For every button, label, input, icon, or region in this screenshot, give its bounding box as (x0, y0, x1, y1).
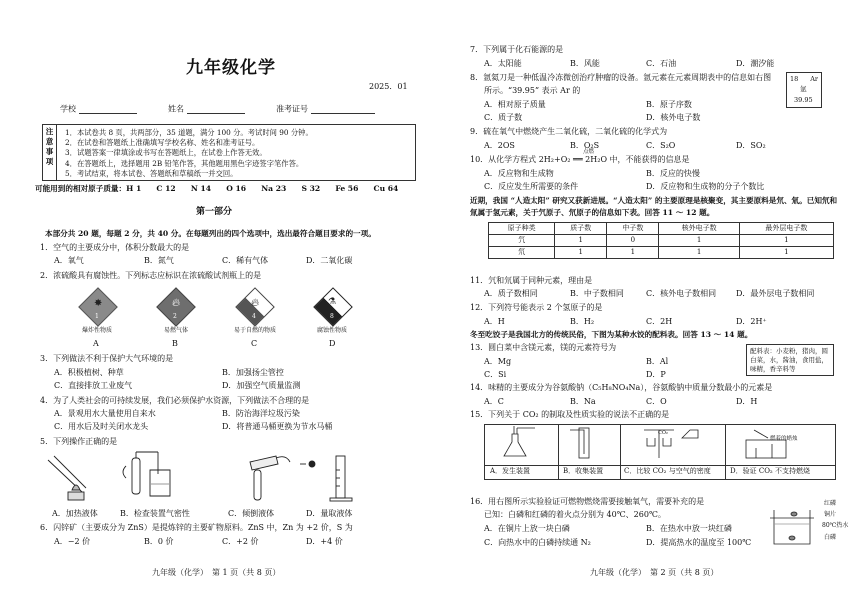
q14-option-d: D．H (736, 397, 758, 406)
q3-stem: 3．下列做法不利于保护大气环境的是 (40, 354, 174, 363)
q1-option-d: D．二氧化碳 (306, 256, 353, 265)
sign-label-d: 腐蚀性物质 (316, 327, 347, 334)
table-row (489, 247, 834, 259)
flame-icon: 🔥︎ (251, 296, 260, 309)
q15-stem: 15．下列关于 CO₂ 的制取及性质实验的说法不正确的是 (470, 410, 670, 419)
name-blank (187, 104, 245, 114)
sign-label-c: 易于自燃的物质 (233, 327, 276, 334)
intro-13-14: 冬至吃饺子是我国北方的传统民俗，下图为某种水饺的配料表。回答 13 ～ 14 题。 (470, 330, 753, 339)
q16-stem: 16．用右图所示实验验证可燃物燃烧需要接触氧气，需要补充的是 (470, 497, 705, 506)
q14-option-a: A．C (484, 397, 504, 406)
q14-option-b: B．Na (570, 397, 596, 406)
q13-stem: 13．圆白菜中含镁元素，镁的元素符号为 (470, 343, 617, 352)
right-page (440, 0, 860, 604)
q14-option-c: C．O (646, 397, 667, 406)
table-cell: 氕 (489, 235, 555, 247)
table-cell: 0 (607, 235, 659, 247)
q10-option-d: D．反应物和生成物的分子个数比 (646, 182, 765, 191)
q15-option-c: C．比较 CO₂ 与空气的密度 (624, 467, 711, 475)
q6-option-c: C．+2 价 (222, 537, 259, 546)
q5-stem: 5．下列操作正确的是 (40, 437, 118, 446)
q16-known: 已知：白磷和红磷的着火点分别为 40℃、260℃。 (484, 510, 666, 519)
q3-option-a: A．积极植树、种草 (54, 368, 124, 377)
part1-title: 第一部分 (196, 207, 233, 217)
q9-stem: 9．硫在氧气中燃烧产生二氧化硫，二氧化硫的化学式为 (470, 127, 668, 136)
table-cell: 1 (739, 247, 833, 259)
table-cell: 1 (659, 235, 739, 247)
exam-no-label: 准考证号 (276, 104, 308, 114)
table-cell: 1 (659, 247, 739, 259)
q2-stem: 2．浓硫酸具有腐蚀性。下列标志应标识在浓硫酸试剂瓶上的是 (40, 271, 262, 280)
q15-label-candle: 燃着的蜡烛 (770, 436, 798, 442)
notice-item: 1．本试卷共 8 页，共两部分，35 道题，满分 100 分。考试时间 90 分钟。 (65, 128, 313, 137)
table-cell: 1 (739, 235, 833, 247)
q10-stem: 10．从化学方程式 2H₂+O₂ ══ 2H₂O 中，不能获得的信息是 (470, 155, 690, 164)
page-footer-right: 九年级（化学） 第 2 页（共 8 页） (590, 568, 719, 577)
q16-beaker-illustration (770, 500, 820, 548)
q6-stem: 6．闪锌矿（主要成分为 ZnS）是提炼锌的主要矿物原料。ZnS 中，Zn 为 +2 价，S 为 (40, 523, 353, 532)
q5-option-b: B．检查装置气密性 (120, 509, 190, 518)
q5-option-a: A．加热液体 (52, 509, 98, 518)
notice-item: 5．考试结束，将本试卷、答题纸和草稿纸一并交回。 (65, 168, 238, 178)
q13-option-d: D．P (646, 370, 666, 379)
exam-date: 2025．01 (369, 82, 408, 91)
sign-label-b: 易燃气体 (163, 327, 188, 334)
q6-option-a: A．−2 价 (54, 537, 91, 546)
notice-item: 4．在答题纸上，选择题用 2B 铅笔作答，其他题用黑色字迹签字笔作答。 (65, 158, 304, 168)
q16-label-hot-water: 80℃热水 (822, 522, 849, 529)
sign-label-a: 爆炸性物质 (81, 327, 112, 334)
q15-option-d: D．验证 CO₂ 不支持燃烧 (730, 467, 810, 475)
q10-option-c: C．反应发生所需要的条件 (484, 182, 579, 191)
notice-items (65, 128, 411, 179)
q4-option-a: A．景观用水大量使用自来水 (54, 409, 156, 418)
notice-item: 3．试题答案一律填涂或书写在答题纸上，在试卷上作答无效。 (65, 148, 267, 158)
table-cell: 1 (555, 247, 607, 259)
q4-option-d: D．将普通马桶更换为节水马桶 (222, 422, 333, 431)
q10-option-a: A．反应物和生成物 (484, 169, 554, 178)
q10-condition: 点燃 (583, 149, 595, 155)
exam-no-blank (311, 104, 375, 114)
q8-option-c: C．质子数 (484, 113, 523, 122)
q8-option-b: B．原子序数 (646, 100, 692, 109)
q16-option-a: A．在铜片上放一块白磷 (484, 524, 570, 533)
school-label: 学校 (60, 104, 76, 114)
q9-option-c: C．S₂O (646, 141, 676, 150)
q8-stem-line2: 所示。“39.95” 表示 Ar 的 (484, 86, 581, 95)
pouring-liquid-figure (250, 456, 290, 500)
q16-label-copper: 铜片 (824, 511, 837, 518)
measuring-liquid-figure (300, 456, 352, 501)
intro-11-12: 近期，我国 “人造太阳” 研究又获新进展。“人造太阳” 的主要原理是核聚变，其主要原料是氘、氚。已知氘和氚属于氢元素，关于氕原子、氘原子的信息如下表。回答 11 ～ 12 题。 (470, 196, 838, 217)
table-header: 质子数 (555, 223, 607, 235)
sign-letter-c: C (251, 339, 258, 348)
heating-liquid-figure (48, 456, 86, 500)
table-cell: 1 (555, 235, 607, 247)
q7-option-a: A．太阳能 (484, 59, 522, 68)
sign-letter-b: B (172, 339, 178, 348)
q3-option-b: B．加强扬尘管控 (222, 368, 284, 377)
q14-stem: 14．味精的主要成分为谷氨酸钠（C₅H₈NO₄Na），谷氨酸钠中质量分数最小的元素是 (470, 383, 773, 392)
q8-option-a: A．相对原子质量 (484, 100, 546, 109)
q11-option-b: B．中子数相同 (570, 289, 624, 298)
q9-option-a: A．2OS (484, 141, 515, 150)
q9-option-b: B．O₂S (570, 141, 600, 150)
q13-option-c: C．Si (484, 370, 507, 379)
q11-option-a: A．质子数相同 (484, 289, 538, 298)
q16-label-red-phosphorus: 红磷 (824, 500, 837, 507)
q16-option-c: C．向热水中的白磷持续通 N₂ (484, 538, 591, 547)
q4-option-c: C．用水后及时关闭水龙头 (54, 422, 149, 431)
notice-label: 注意事项 (43, 125, 57, 180)
atomic-masses: 可能用到的相对原子质量：H 1 C 12 N 14 O 16 Na 23 S 32 Fe 56 Cu 64 (35, 184, 399, 193)
q16-option-b: B．在热水中放一块红磷 (646, 524, 732, 533)
q13-option-a: A．Mg (484, 357, 512, 366)
q11-stem: 11．氕和氘属于同种元素，理由是 (470, 276, 593, 285)
name-label: 姓名 (168, 104, 184, 114)
atom-table (488, 222, 834, 259)
q7-option-c: C．石油 (646, 59, 677, 68)
q4-option-b: B．防治海洋垃圾污染 (222, 409, 300, 418)
exam-no-field (276, 104, 375, 114)
part1-instructions: 本部分共 20 题，每题 2 分，共 40 分。在每题列出的四个选项中，选出最符合题目要求的一项。 (45, 229, 376, 238)
q12-option-a: A．H (484, 317, 505, 326)
sign-letter-a: A (93, 339, 99, 348)
q8-option-d: D．核外电子数 (646, 113, 701, 122)
q7-option-b: B．风能 (570, 59, 600, 68)
argon-element-card: 18 Ar 氩 39.95 (786, 72, 822, 108)
q5-option-d: D．量取液体 (306, 509, 353, 518)
q4-stem: 4．为了人类社会的可持续发展，我们必须保护水资源，下列做法不合理的是 (40, 396, 310, 405)
q5-option-c: C．倾倒液体 (228, 509, 275, 518)
q1-option-c: C．稀有气体 (222, 256, 269, 265)
school-field (60, 104, 137, 114)
q8-stem-line1: 8．氩氦刀是一种低温冷冻微创治疗肿瘤的设备。氩元素在元素周期表中的信息如右图 (470, 73, 772, 82)
table-row (489, 235, 834, 247)
name-field (168, 104, 245, 114)
q12-option-c: C．2H (646, 317, 673, 326)
notice-item: 2．在试卷和答题纸上准确填写学校名称、姓名和准考证号。 (65, 138, 260, 148)
q1-stem: 1．空气的主要成分中，体积分数最大的是 (40, 243, 190, 252)
left-page: 九年级化学 2025．01 学校 姓名 准考证号 注意事项 1．本试卷共 8 页，共两部分，35 道题，满分 100 分。考试时间 90 分钟。 2．在试卷和答题纸上准确填写学校名称、姓名和准考证号。 3．试题答案一律填涂或书写在答题纸上，在试卷上作答无效。 4．在答题纸上，选择题用 2B 铅笔作答，其他题用黑色字迹签字笔作答。 5．考试结束，将本试卷、答题纸和草稿纸一并交回。 可能用到的相对原子质量：H 1 C 12 N 14 O 16 Na 23 S 32 Fe 56 Cu 64 第一部分 本部分共 20 题，每题 2 分，共 40 分。在每题列出的四个选项中，选出最符合题目要求的一项。 1．空气的主要成分中，体积分数最大的是 A．氧气 B．氮气 C．稀有气体 D．二氧化碳 2．浓硫酸具有腐蚀性。下列标志应标识在浓硫酸试剂瓶上的是 ✸ 1 爆炸性物质 A 🔥︎ 2 易燃气体 B 🔥︎ 4 易于自燃的物质 C ⚗ 8 腐蚀性物质 D 3．下列做法不利于保护大气环境的是 A．积极植树、种草 B．加强扬尘管控 C．直接排放工业废气 D．加强空气质量监测 4．为了人类社会的可持续发展，我们必须保护水资源，下列做法不合理的是 A．景观用水大量使用自来水 B．防治海洋垃圾污染 C．用水后及时关闭水龙头 D．将普通马桶更换为节水马桶 5．下列操作正确的是 A．加热液体 B．检查装置气密性 C．倾倒液体 D．量取液体 6．闪锌矿（主要成分为 ZnS）是提炼锌的主要矿物原料。ZnS 中，Zn 为 +2 价，S 为 A．−2 价 B．0 价 C．+2 价 D．+4 价 九年级（化学） 第 1 页（共 8 页） (0, 0, 440, 604)
q1-option-a: A．氧气 (54, 256, 84, 265)
q12-option-d: D．2H⁺ (736, 317, 767, 326)
q11-option-c: C．核外电子数相同 (646, 289, 717, 298)
paper-title: 九年级化学 (186, 58, 276, 78)
q15-option-b: B．收集装置 (563, 467, 604, 475)
table-header: 核外电子数 (659, 223, 739, 235)
q5-operations-illustration (40, 450, 400, 505)
q9-option-d: D．SO₂ (736, 141, 766, 150)
q16-label-white-phosphorus: 白磷 (824, 534, 837, 541)
explosion-icon: ✸ (94, 298, 103, 309)
table-cell: 1 (607, 247, 659, 259)
q6-option-b: B．0 价 (144, 537, 174, 546)
flame-icon: 🔥︎ (172, 296, 181, 309)
page-footer-left: 九年级（化学） 第 1 页（共 8 页） (152, 568, 281, 577)
corrosion-icon: ⚗ (328, 297, 337, 307)
q12-stem: 12．下列符号能表示 2 个氢原子的是 (470, 303, 603, 312)
table-header: 原子种类 (489, 223, 555, 235)
q16-option-d: D．提高热水的温度至 100℃ (646, 538, 752, 547)
q7-stem: 7．下列属于化石能源的是 (470, 45, 564, 54)
q7-option-d: D．潮汐能 (736, 59, 775, 68)
q15-option-a: A．发生装置 (490, 467, 531, 475)
q3-option-c: C．直接排放工业废气 (54, 381, 133, 390)
school-blank (79, 104, 137, 114)
q11-option-d: D．最外层电子数相同 (736, 289, 815, 298)
table-header: 中子数 (607, 223, 659, 235)
q10-option-b: B．反应的快慢 (646, 169, 700, 178)
q13-option-b: B．Al (646, 357, 669, 366)
table-cell: 氘 (489, 247, 555, 259)
q6-option-d: D．+4 价 (306, 537, 343, 546)
airtight-check-figure (123, 452, 170, 496)
ingredients-box: 配料表：小麦粉，猪肉，圆白菜，水，酱油，食用盐，味精，香辛料等 (746, 344, 834, 376)
conical-flask (504, 434, 526, 456)
q15-label-co2: CO₂ (658, 430, 668, 436)
q12-option-b: B．H₂ (570, 317, 595, 326)
table-header: 最外层电子数 (739, 223, 833, 235)
notice-box (42, 124, 416, 181)
q1-option-b: B．氮气 (144, 256, 174, 265)
q3-option-d: D．加强空气质量监测 (222, 381, 301, 390)
table-header-row (489, 223, 834, 235)
sign-letter-d: D (329, 339, 336, 348)
